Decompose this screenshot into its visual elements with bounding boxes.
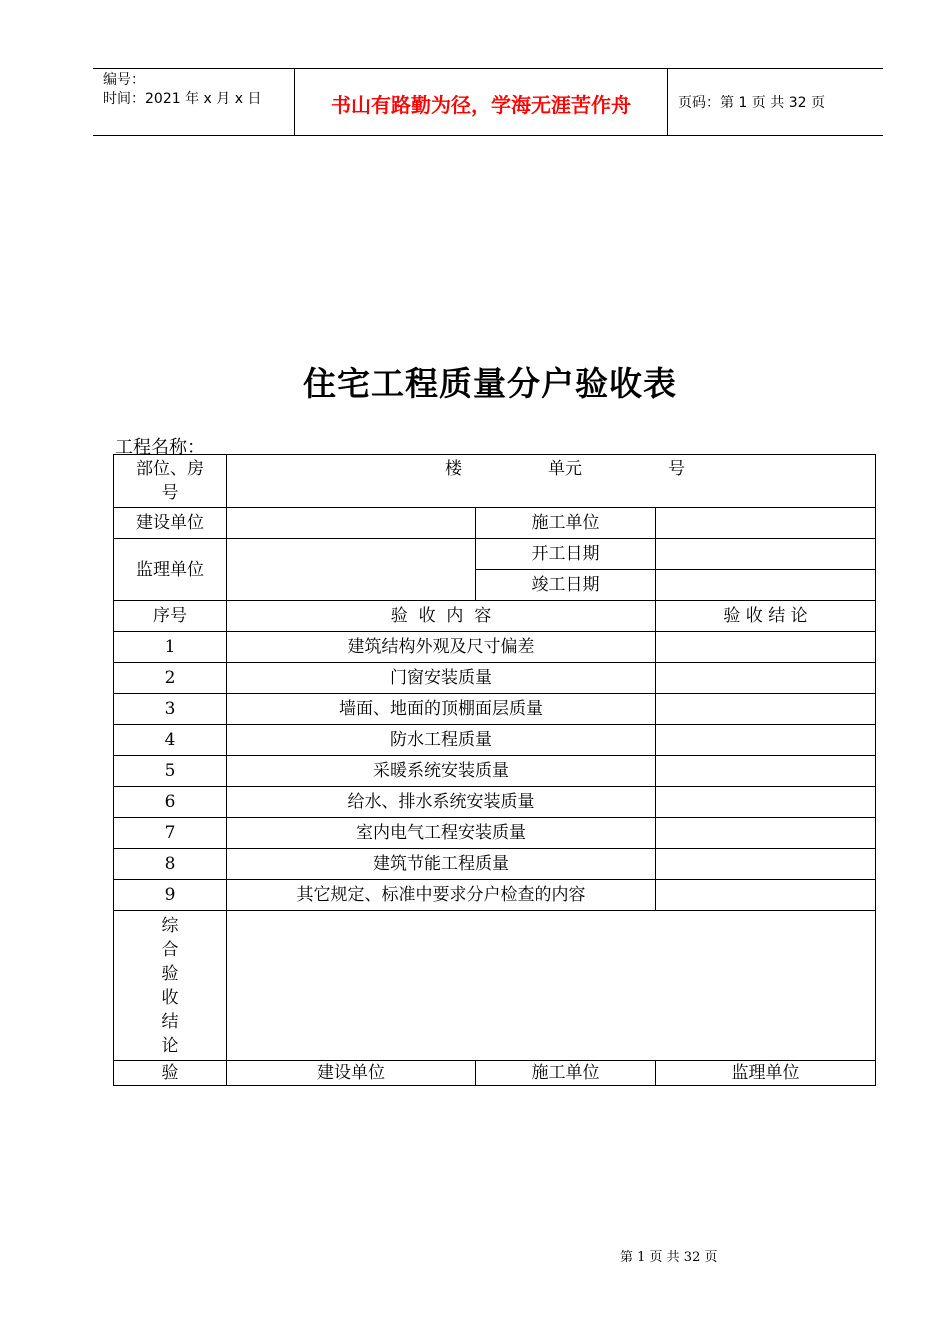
- document-time-label: 时间：2021 年 x 月 x 日: [103, 91, 262, 107]
- summary-label-char: 结: [161, 1011, 179, 1032]
- location-row: [114, 455, 876, 508]
- item-seq: 1: [114, 632, 227, 663]
- start-date-row: [114, 539, 876, 570]
- item-conclusion-field[interactable]: [656, 880, 876, 911]
- summary-label-char: 合: [161, 939, 179, 960]
- summary-conclusion-field[interactable]: [227, 911, 876, 1061]
- location-label-cell: [114, 455, 227, 508]
- item-content: 给水、排水系统安装质量: [227, 787, 656, 818]
- location-value-cell[interactable]: [227, 455, 876, 508]
- summary-label-char: 论: [161, 1035, 179, 1056]
- footer-page-number: 第 1 页 共 32 页: [620, 1250, 718, 1265]
- item-conclusion-field[interactable]: [656, 756, 876, 787]
- item-content: 墙面、地面的顶棚面层质量: [227, 694, 656, 725]
- summary-label-char: 综: [161, 915, 179, 936]
- header-motto: 书山有路勤为径，学海无涯苦作舟: [331, 93, 631, 117]
- summary-label-char: 验: [161, 963, 179, 984]
- item-content: 室内电气工程安装质量: [227, 818, 656, 849]
- item-content: 其它规定、标准中要求分户检查的内容: [227, 880, 656, 911]
- content-column-header: 验 收 内 容: [227, 601, 656, 632]
- inspection-item-row: [114, 756, 876, 787]
- completion-date-field[interactable]: [656, 570, 876, 601]
- summary-row: [114, 911, 876, 1061]
- item-seq: 9: [114, 880, 227, 911]
- location-label: 部位、房号: [136, 459, 204, 503]
- signature-row: [114, 1061, 876, 1086]
- summary-conclusion-label: [114, 911, 227, 1061]
- item-seq: 6: [114, 787, 227, 818]
- supervision-unit-label: 监理单位: [114, 539, 227, 601]
- item-seq: 8: [114, 849, 227, 880]
- completion-date-label: 竣工日期: [476, 570, 656, 601]
- inspection-item-row: [114, 787, 876, 818]
- location-unit-label: 单元: [548, 459, 582, 479]
- item-content: 门窗安装质量: [227, 663, 656, 694]
- acceptance-form-table: [113, 454, 876, 1086]
- inspection-item-row: [114, 632, 876, 663]
- construction-unit-label: 建设单位: [114, 508, 227, 539]
- supervision-unit-field[interactable]: [227, 539, 476, 601]
- header-divider-1: [294, 69, 295, 136]
- contractor-field[interactable]: [656, 508, 876, 539]
- inspection-item-row: [114, 694, 876, 725]
- item-conclusion-field[interactable]: [656, 663, 876, 694]
- item-seq: 7: [114, 818, 227, 849]
- document-number-label: 编号：: [103, 72, 145, 88]
- conclusion-column-header: 验 收 结 论: [656, 601, 876, 632]
- item-conclusion-field[interactable]: [656, 818, 876, 849]
- inspection-item-row: [114, 663, 876, 694]
- item-content: 防水工程质量: [227, 725, 656, 756]
- construction-row: [114, 508, 876, 539]
- item-seq: 5: [114, 756, 227, 787]
- project-name-label: 工程名称：: [115, 437, 205, 458]
- start-date-field[interactable]: [656, 539, 876, 570]
- item-seq: 3: [114, 694, 227, 725]
- signature-contractor[interactable]: 施工单位: [476, 1061, 656, 1086]
- inspection-item-row: [114, 725, 876, 756]
- inspection-item-row: [114, 849, 876, 880]
- item-seq: 4: [114, 725, 227, 756]
- contractor-label: 施工单位: [476, 508, 656, 539]
- inspection-item-row: [114, 880, 876, 911]
- item-conclusion-field[interactable]: [656, 725, 876, 756]
- signature-row-label: 验: [114, 1061, 227, 1086]
- header-bottom-rule: [93, 135, 883, 136]
- location-building-label: 楼: [445, 459, 462, 479]
- item-conclusion-field[interactable]: [656, 632, 876, 663]
- page-title: 住宅工程质量分户验收表: [303, 364, 677, 403]
- item-conclusion-field[interactable]: [656, 849, 876, 880]
- signature-supervision-unit[interactable]: 监理单位: [656, 1061, 876, 1086]
- item-conclusion-field[interactable]: [656, 694, 876, 725]
- header-divider-2: [667, 69, 668, 136]
- column-header-row: [114, 601, 876, 632]
- signature-construction-unit[interactable]: 建设单位: [227, 1061, 476, 1086]
- header-page-label: 页码：第 1 页 共 32 页: [678, 95, 825, 111]
- item-content: 建筑结构外观及尺寸偏差: [227, 632, 656, 663]
- seq-column-header: 序号: [114, 601, 227, 632]
- header-meta: [103, 71, 261, 109]
- header-top-rule: [93, 68, 883, 69]
- item-conclusion-field[interactable]: [656, 787, 876, 818]
- inspection-item-row: [114, 818, 876, 849]
- item-content: 采暖系统安装质量: [227, 756, 656, 787]
- construction-unit-field[interactable]: [227, 508, 476, 539]
- start-date-label: 开工日期: [476, 539, 656, 570]
- item-content: 建筑节能工程质量: [227, 849, 656, 880]
- item-seq: 2: [114, 663, 227, 694]
- summary-label-char: 收: [161, 987, 179, 1008]
- location-number-label: 号: [668, 459, 685, 479]
